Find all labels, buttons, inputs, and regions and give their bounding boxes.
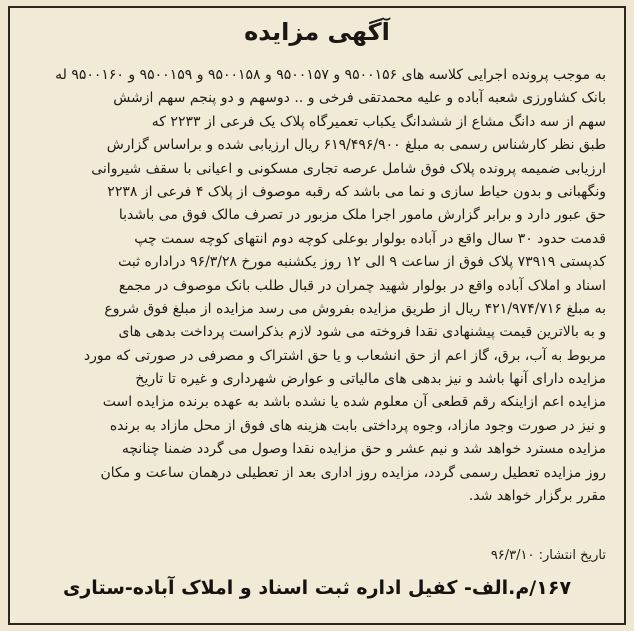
notice-frame: [8, 6, 626, 625]
body-line: مزایده مسترد خواهد شد و نیم عشر و حق مزایده نقدا وصول می گردد ضمنا چنانچه: [121, 441, 606, 458]
notice-title: آگهی مزایده: [244, 18, 390, 46]
publish-date: تاریخ انتشار: ۹۶/۳/۱۰: [490, 548, 606, 563]
body-line: و به بالاترین قیمت پیشنهادی نقدا فروخته می شود لازم بذکراست پرداخت بدهی های: [118, 324, 606, 341]
body-line: قدمت حدود ۳۰ سال واقع در آباده بولوار بوعلی کوچه دوم انتهای کوچه سمت چپ: [134, 230, 606, 247]
body-line: اسناد و املاک آباده واقع در بولوار شهید چمران در قبال طلب بانک موصوف در مجمع: [118, 277, 606, 294]
body-line: به موجب پرونده اجرایی کلاسه های ۹۵۰۰۱۵۶ و ۹۵۰۰۱۵۷ و ۹۵۰۰۱۵۸ و ۹۵۰۰۱۵۹ و ۹۵۰۰۱۶۰ له: [55, 67, 606, 83]
body-line: مربوط به آب، برق، گاز اعم از حق انشعاب و یا حق اشتراک و مصرفی در صورتی که مورد: [83, 347, 606, 364]
body-line: روز مزایده تعطیل رسمی گردد، مزایده روز اداری بعد از تعطیلی درهمان ساعت و مکان: [100, 464, 606, 481]
body-line: و نیز در صورت وجود مازاد، وجوه پرداختی بابت هزینه های فوق از محل مازاد به برنده: [109, 417, 606, 434]
body-line: کدپستی ۷۳۹۱۹ پلاک فوق از ساعت ۹ الی ۱۲ روز یکشنبه مورخ ۹۶/۳/۲۸ دراداره ثبت: [118, 254, 606, 271]
body-line: مزایده دارای آنها باشد و نیز بدهی های مالیاتی و عوارض شهرداری و غیره تا تاریخ: [135, 371, 606, 388]
body-line: حق عبور دارد و برابر گزارش مامور اجرا ملک مزبور در تصرف مالک فوق می باشدبا: [118, 207, 606, 224]
notice-signature: ۱۶۷/م.الف- کفیل اداره ثبت اسناد و املاک آباده-ستاری: [62, 577, 572, 599]
body-line: مزایده اعم ازاینکه رقم قطعی آن معلوم شده یا نشده باشد به عهده برنده مزایده است: [102, 394, 606, 411]
notice-body: [26, 64, 606, 508]
body-line: بانک کشاورزی شعبه آباده و علیه محمدتقی فرخی و .. دوسهم و دو پنجم سهم ازشش: [113, 90, 606, 107]
body-line: سهم از سه دانگ مشاع از ششدانگ یکباب تعمیرگاه پلاک یک فرعی از ۲۲۳۳ که: [151, 113, 606, 130]
body-line: مقرر برگزار خواهد شد.: [468, 488, 606, 505]
body-line: به مبلغ ۴۲۱/۹۷۴/۷۱۶ ریال از طریق مزایده بفروش می رسد مزایده از مبلغ فوق شروع: [104, 300, 606, 317]
body-line: ارزیابی ضمیمه پرونده پلاک فوق شامل عرصه تجاری مسکونی و اعیانی با سقف شیروانی: [91, 160, 606, 177]
body-line: ونگهبانی و بدون حیاط سازی و نما می باشد که رقبه موصوف از پلاک ۴ فرعی از ۲۲۳۸: [107, 183, 606, 200]
body-line: طبق نظر کارشناس رسمی به مبلغ ۶۱۹/۴۹۶/۹۰۰ ریال ارزیابی شده و براساس گزارش: [106, 137, 606, 154]
